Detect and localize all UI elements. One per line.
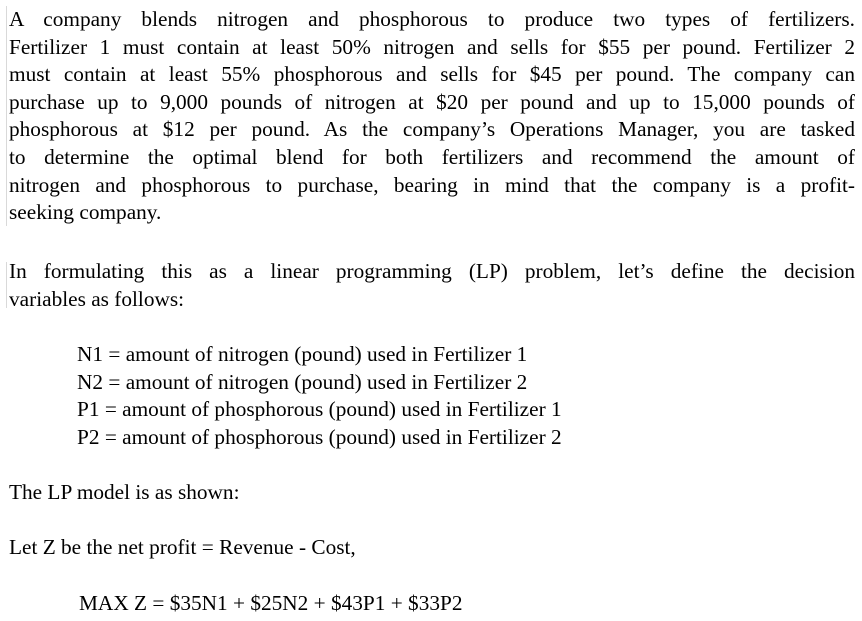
model-intro: The LP model is as shown:: [9, 480, 240, 504]
problem-statement: [9, 6, 855, 227]
decision-variables-list: [77, 341, 562, 451]
problem-line: must contain at least 55% phosphorous and sells for $45 per pound. The company can: [9, 62, 855, 87]
problem-line: Fertilizer 1 must contain at least 50% nitrogen and sells for $55 per pound. Fertilizer 2: [9, 34, 855, 59]
problem-line: to determine the optimal blend for both fertilizers and recommend the amount of: [9, 144, 855, 169]
problem-line: phosphorous at $12 per pound. As the company’s Operations Manager, you are tasked: [9, 117, 855, 142]
variable-definition: N2 = amount of nitrogen (pound) used in Fertilizer 2: [77, 369, 528, 394]
margin-bar: [6, 6, 7, 226]
margin-bar: [6, 262, 7, 308]
formulation-line: variables as follows:: [9, 286, 185, 311]
variable-definition: P1 = amount of phosphorous (pound) used in Fertilizer 1: [77, 397, 562, 422]
profit-definition: Let Z be the net profit = Revenue - Cost,: [9, 535, 356, 559]
variable-definition: P2 = amount of phosphorous (pound) used in Fertilizer 2: [77, 424, 562, 449]
objective-function: MAX Z = $35N1 + $25N2 + $43P1 + $33P2: [79, 591, 463, 615]
problem-line: A company blends nitrogen and phosphorous to produce two types of fertilizers.: [9, 7, 855, 31]
problem-line: seeking company.: [9, 200, 162, 225]
formulation-paragraph: [9, 258, 855, 313]
formulation-line: In formulating this as a linear programming (LP) problem, let’s define the decision: [9, 259, 855, 283]
problem-line: purchase up to 9,000 pounds of nitrogen at $20 per pound and up to 15,000 pounds of: [9, 89, 855, 114]
variable-definition: N1 = amount of nitrogen (pound) used in Fertilizer 1: [77, 342, 528, 366]
problem-line: nitrogen and phosphorous to purchase, bearing in mind that the company is a profit-: [9, 172, 855, 197]
